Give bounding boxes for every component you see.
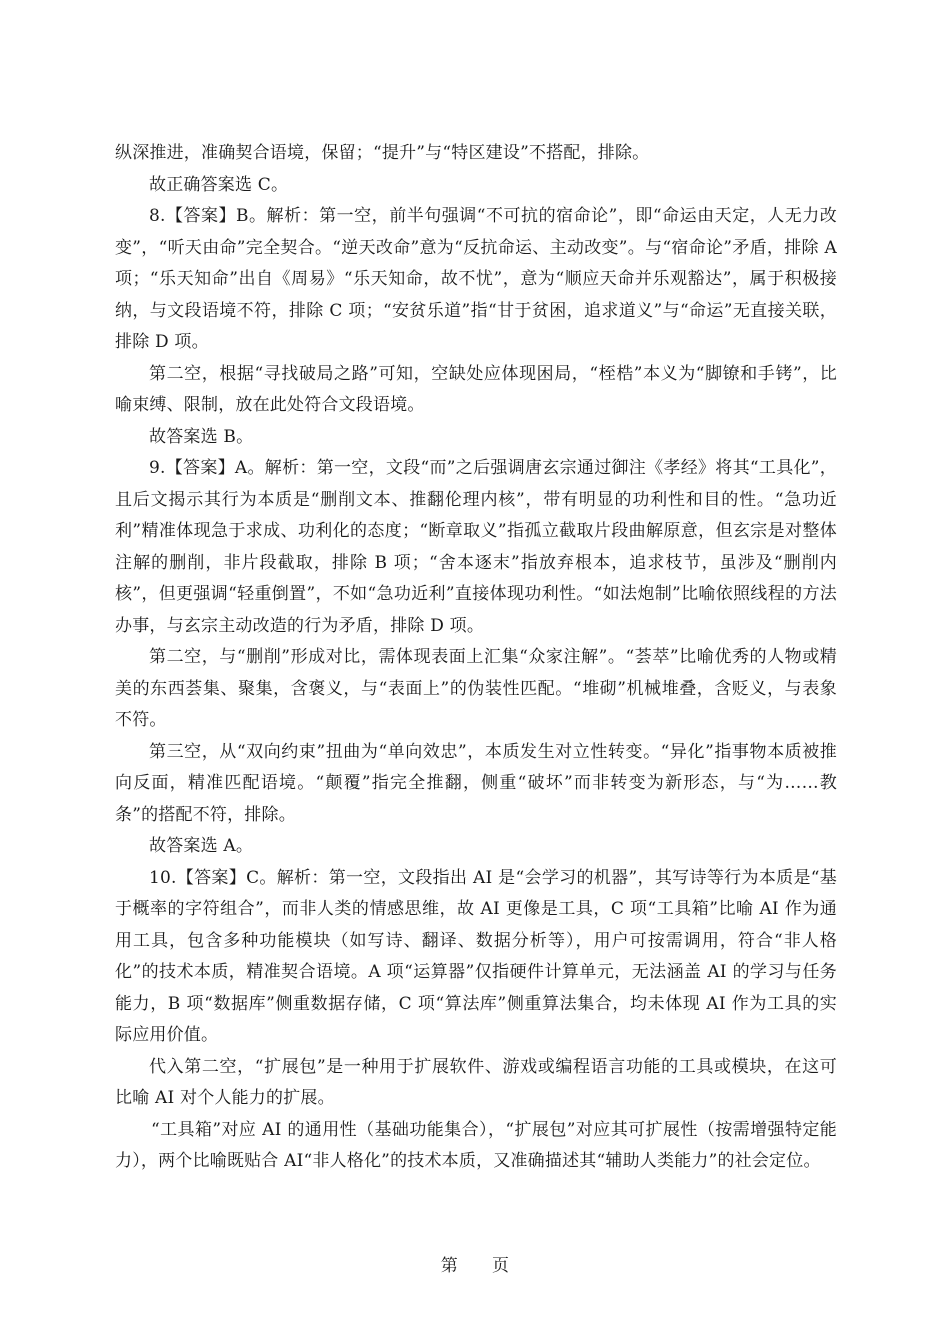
footer-right-text: 页 xyxy=(492,1256,510,1276)
paragraph-answer-9-conclusion: 故答案选 A。 xyxy=(149,836,254,856)
paragraph-answer-9-blank-1: 9.【答案】A。解析：第一空，文段“而”之后强调唐玄宗通过御注《孝经》将其“工具化”，且后文揭示其行为本质是“删削文本、推翻伦理内核”，带有明显的功利性和目的性。“急功近利”精准体现急于求成、功利化的态度；“断章取义”指孤立截取片段曲解原意，但玄宗是对整体注解的删削，非片段截取，排除 B 项；“舍本逐末”指放弃根本，追求枝节，虽涉及“删削内核”，但更强调“轻重倒置”，不如“急功近利”直接体现功利性。“如法炮制”比喻依照线程的方法办事，与玄宗主动改造的行为矛盾，排除 D 项。 xyxy=(115,458,837,636)
paragraph-answer-9-blank-3: 第三空，从“双向约束”扭曲为“单向效忠”，本质发生对立性转变。“异化”指事物本质被推向反面，精准匹配语境。“颠覆”指完全推翻，侧重“破坏”而非转变为新形态，与“为……教条”的搭配不符，排除。 xyxy=(115,741,837,825)
paragraph-continuation: 纵深推进，准确契合语境，保留；“提升”与“特区建设”不搭配，排除。 xyxy=(115,143,650,163)
paragraph-answer-7-conclusion: 故正确答案选 C。 xyxy=(149,174,289,195)
paragraph-answer-8-blank-1: 8.【答案】B。解析：第一空，前半句强调“不可抗的宿命论”，即“命运由天定，人无力改变”，“听天由命”完全契合。“逆天改命”意为“反抗命运、主动改变”。与“宿命论”矛盾，排除 A 项；“乐天知命”出自《周易》“乐天知命，故不忧”，意为“顺应天命并乐观豁达”，属于积极接纳，与文段语境不符，排除 C 项；“安贫乐道”指“甘于贫困，追求道义”与“命运”无直接关联，排除 D 项。 xyxy=(115,206,837,352)
paragraph-answer-9-blank-2: 第二空，与“删削”形成对比，需体现表面上汇集“众家注解”。“荟萃”比喻优秀的人物或精美的东西荟集、聚集，含褒义，与“表面上”的伪装性匹配。“堆砌”机械堆叠，含贬义，与表象不符。 xyxy=(115,647,837,730)
paragraph-answer-8-conclusion: 故答案选 B。 xyxy=(149,426,254,447)
paragraph-answer-10-summary: “工具箱”对应 AI 的通用性（基础功能集合），“扩展包”对应其可扩展性（按需增强特定能力），两个比喻既贴合 AI“非人格化”的技术本质，又准确描述其“辅助人类能力”的社会定位。 xyxy=(115,1119,837,1171)
paragraph-answer-10-blank-2: 代入第二空，“扩展包”是一种用于扩展软件、游戏或编程语言功能的工具或模块，在这可比喻 AI 对个人能力的扩展。 xyxy=(115,1056,837,1108)
page-footer xyxy=(0,1251,950,1276)
footer-left-text: 第 xyxy=(440,1256,458,1276)
paragraph-answer-10-blank-1: 10.【答案】C。解析：第一空，文段指出 AI 是“会学习的机器”，其写诗等行为本质是“基于概率的字符组合”，而非人类的情感思维，故 AI 更像是工具，C 项“工具箱”比喻 AI 作为通用工具，包含多种功能模块（如写诗、翻译、数据分析等），用户可按需调用，符合“非人格化”的技术本质，精准契合语境。A 项“运算器”仅指硬件计算单元，无法涵盖 AI 的学习与任务能力，B 项“数据库”侧重数据存储，C 项“算法库”侧重算法集合，均未体现 AI 作为工具的实际应用价值。 xyxy=(115,867,837,1045)
document-body xyxy=(115,138,837,1178)
paragraph-answer-8-blank-2: 第二空，根据“寻找破局之路”可知，空缺处应体现困局，“桎梏”本义为“脚镣和手铐”，比喻束缚、限制，放在此处符合文段语境。 xyxy=(115,363,837,415)
